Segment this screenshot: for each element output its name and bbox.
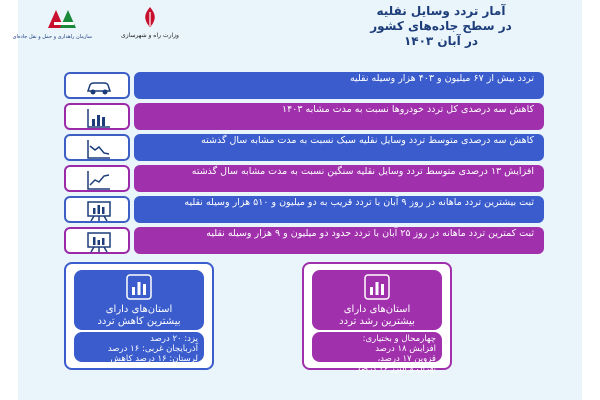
page-title — [326, 4, 556, 49]
card-title-line: بیشترین کاهش تردد — [97, 316, 181, 327]
card-title-line: استان‌های دارای — [105, 304, 173, 315]
rmto-logo-icon — [46, 8, 82, 30]
row-icon-box — [64, 72, 130, 99]
presentation-chart-icon — [86, 200, 112, 222]
row-text: کاهش سه درصدی متوسط تردد وسایل نقلیه سبک نسبت به مدت مشابه سال گذشته — [134, 134, 544, 161]
row-text: ثبت کمترین تردد ماهانه در روز ۲۵ آبان با تردد حدود دو میلیون و ۹ هزار وسیله نقلیه — [134, 227, 544, 254]
stat-row-total-traffic — [64, 72, 544, 99]
rmto-logo — [12, 8, 92, 52]
row-icon-box — [64, 196, 130, 223]
car-icon — [86, 76, 112, 98]
row-text: افزایش ۱۳ درصدی متوسط تردد وسایل نقلیه سنگین نسبت به مدت مشابه سال گذشته — [134, 165, 544, 192]
ministry-logo — [120, 6, 180, 52]
left-margin — [0, 0, 18, 400]
title-line: در آبان ۱۴۰۳ — [403, 34, 479, 48]
stat-row-min-traffic — [64, 227, 544, 254]
title-line: در سطح جاده‌های کشور — [370, 19, 512, 33]
card-body — [74, 332, 204, 362]
line-chart-up-icon — [86, 169, 112, 191]
line-chart-down-icon — [86, 138, 112, 160]
card-header — [312, 270, 442, 330]
card-line: آذربایجان غربی: ۱۶ درصد — [107, 344, 198, 354]
row-icon-box — [64, 165, 130, 192]
stat-row-heavy-vehicles — [64, 165, 544, 192]
stat-row-max-traffic — [64, 196, 544, 223]
rmto-logo-caption: سازمان راهداری و حمل و نقل جاده‌ای — [12, 34, 92, 40]
card-header — [74, 270, 204, 330]
card-most-decline — [64, 262, 214, 370]
card-title-line: استان‌های دارای — [343, 304, 411, 315]
stat-row-total-decline — [64, 103, 544, 130]
card-most-growth — [302, 262, 452, 374]
header — [12, 0, 582, 66]
card-line: یزد: ۲۰ درصد — [150, 334, 198, 344]
bar-chart-icon — [364, 274, 390, 300]
iran-emblem-icon — [140, 6, 160, 28]
card-line: قزوین ۱۷ درصد، — [377, 354, 436, 364]
row-text: تردد بیش از ۶۷ میلیون و ۴۰۳ هزار وسیله نقلیه — [134, 72, 544, 99]
row-icon-box — [64, 103, 130, 130]
presentation-board-icon — [86, 231, 112, 253]
row-icon-box — [64, 227, 130, 254]
card-title-line: بیشترین رشد تردد — [339, 316, 415, 327]
card-line: لرستان: ۱۶ درصد کاهش — [110, 354, 198, 364]
bar-chart-icon — [86, 107, 112, 129]
right-margin — [582, 0, 600, 400]
title-line: آمار تردد وسایل نقلیه — [376, 4, 506, 18]
bar-chart-icon — [126, 274, 152, 300]
row-text: کاهش سه درصدی کل تردد خودروها نسبت به مدت مشابه ۱۴۰۳ — [134, 103, 544, 130]
card-title — [74, 304, 204, 328]
card-line: افزایش ۱۸ درصد — [375, 344, 436, 354]
card-title — [312, 304, 442, 328]
row-text: ثبت بیشترین تردد ماهانه در روز ۹ آبان با تردد قریب به دو میلیون و ۵۱۰ هزار وسیله نقلیه — [134, 196, 544, 223]
card-body — [312, 332, 442, 374]
ministry-logo-caption: وزارت راه و شهرسازی — [121, 32, 179, 39]
row-icon-box — [64, 134, 130, 161]
card-line: تهران و البرز ۱۶ درصد — [356, 364, 436, 374]
stat-row-light-vehicles — [64, 134, 544, 161]
card-line: چهارمحال و بختیاری: — [362, 334, 436, 344]
